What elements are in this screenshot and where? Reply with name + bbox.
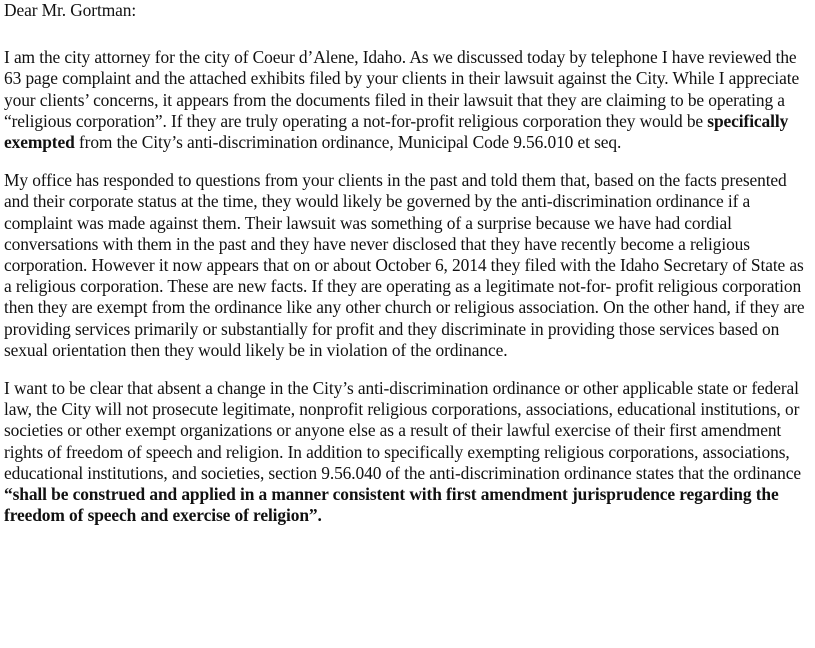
paragraph-1-text-a: I am the city attorney for the city of Coeur d’Alene, Idaho. As we discussed today by telephone I have reviewed the 63 page complaint and the attached exhibits filed by your clients in their lawsuit against the City. While I appreciate your clients’ concerns, it appears from the documents filed in their lawsuit that they are claiming to be operating a “religious corporation”. If they are truly operating a not-for-profit religious corporation they would be <box>4 47 800 131</box>
paragraph-1-emphasis: specifically exempted <box>4 110 789 153</box>
paragraph-2: My office has responded to questions from your clients in the past and told them that, based on the facts presented and their corporate status at the time, they would likely be governed by the anti-discrimination ordinance if a complaint was made against them. Their lawsuit was something of a surprise because we have had cordial conversations with them in the past and they have never disclosed that they have recently become a religious corporation. However it now appears that on or about October 6, 2014 they filed with the Idaho Secretary of State as a religious corporation. These are new facts. If they are operating as a legitimate not-for- profit religious corporation then they are exempt from the ordinance like any other church or religious association. On the other hand, if they are providing services primarily or substantially for profit and they discriminate in providing those services based on sexual orientation then they would likely be in violation of the ordinance. <box>4 170 805 360</box>
paragraph-1-text-b: from the City’s anti-discrimination ordinance, Municipal Code 9.56.010 et seq. <box>74 132 622 153</box>
salutation: Dear Mr. Gortman: <box>4 0 137 20</box>
paragraph-3-emphasis: “shall be construed and applied in a manner consistent with first amendment jurisprudence regarding the freedom of speech and exercise of religion”. <box>4 484 779 526</box>
paragraph-3-text-a: I want to be clear that absent a change in the City’s anti-discrimination ordinance or other applicable state or federal law, the City will not prosecute legitimate, nonprofit religious corporations, associations, educational institutions, or societies or other exempt organizations or anyone else as a result of their lawful exercise of their first amendment rights of freedom of speech and religion. In addition to specifically exempting religious corporations, associations, educational institutions, and societies, section 9.56.040 of the anti-discrimination ordinance states that the ordinance <box>4 378 801 483</box>
paragraph-1 <box>4 47 812 153</box>
paragraph-3 <box>4 378 812 526</box>
letter-body <box>4 0 812 526</box>
